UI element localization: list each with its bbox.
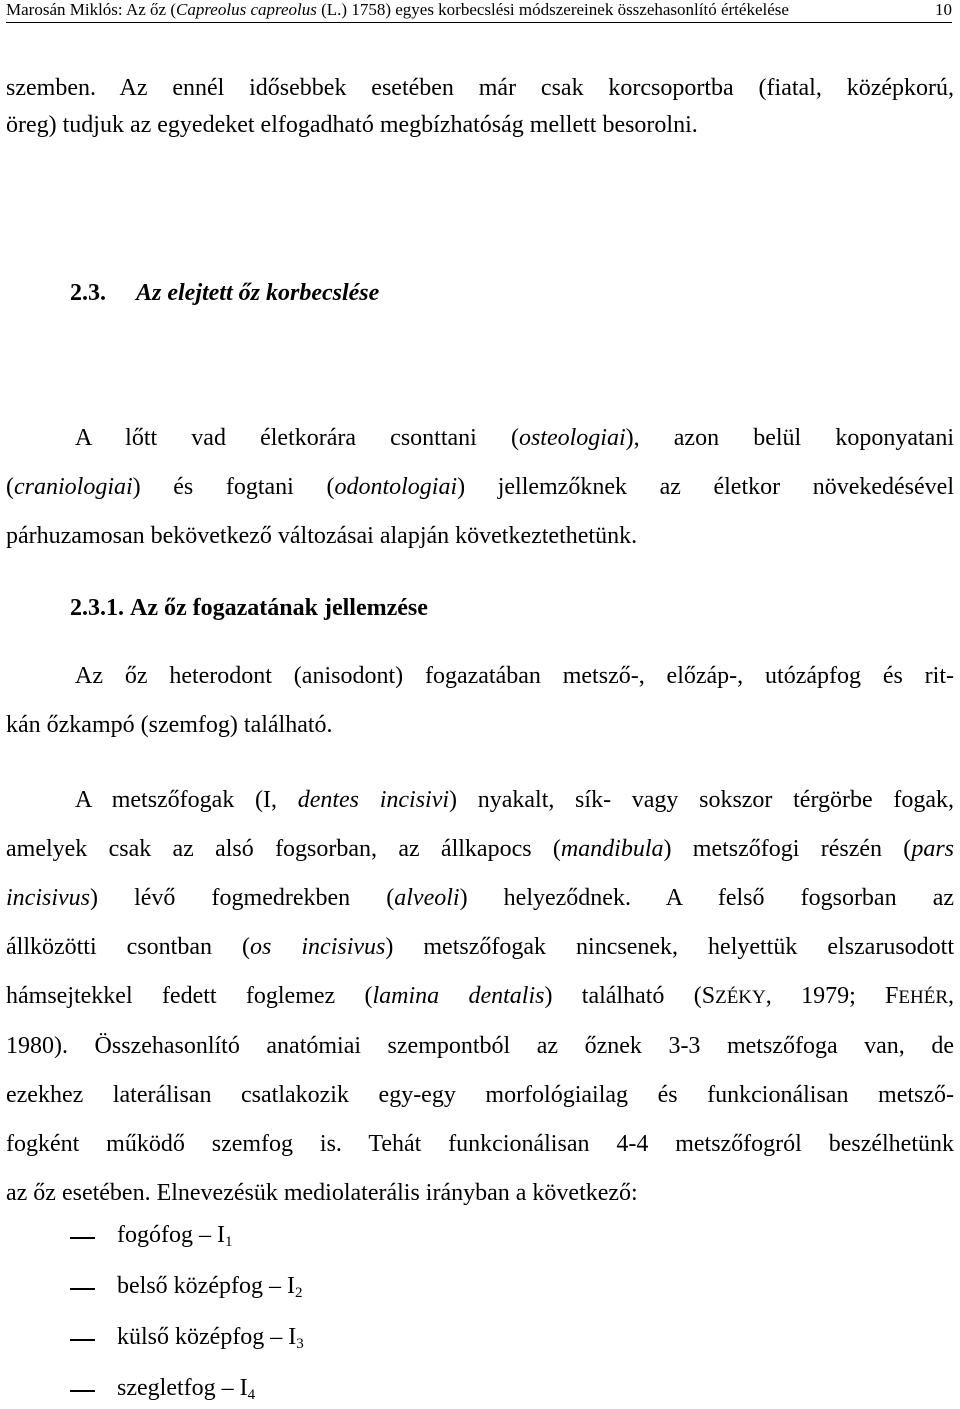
text-line: állközötti csontban (os incisivus) metszőfogak nincsenek, helyettük elszarusodott <box>6 934 955 960</box>
text-line: incisivus) lévő fogmedrekben (alveoli) helyeződnek. A felső fogsorban az <box>6 885 954 911</box>
text-line: az őz esetében. Elnevezésük mediolaterális irányban a következő: <box>6 1180 638 1206</box>
text-line: (craniologiai) és fogtani (odontologiai) jellemzőknek az életkor növekedésével <box>6 474 954 500</box>
text-line: fogként működő szemfog is. Tehát funkcionálisan 4-4 metszőfogról beszélhetünk <box>6 1131 954 1157</box>
text-line: amelyek csak az alsó fogsorban, az állkapocs (mandibula) metszőfogi részén (pars <box>6 836 954 862</box>
text-line: hámsejtekkel fedett foglemez (lamina dentalis) található (SZÉKY, 1979; FEHÉR, <box>6 983 955 1009</box>
running-header <box>6 0 952 24</box>
paragraph-incisors <box>6 776 954 1218</box>
intro-paragraph <box>6 70 954 144</box>
section-heading <box>70 276 770 310</box>
text-line: A lőtt vad életkorára csonttani (osteologiai), azon belül koponyatani <box>75 425 954 451</box>
section-title: Az elejtett őz korbecslése <box>136 280 380 306</box>
page-number: 10 <box>935 0 952 19</box>
text-line: A metszőfogak (I, dentes incisivi) nyakalt, sík- vagy sokszor térgörbe fogak, <box>75 787 954 813</box>
subsection-title: Az őz fogazatának jellemzése <box>130 595 428 621</box>
subsection-heading <box>70 591 770 625</box>
dash-bullet <box>70 1390 95 1392</box>
subsection-number: 2.3.1. <box>70 595 124 621</box>
dash-bullet <box>70 1288 95 1290</box>
text-line: szemben. Az ennél idősebbek esetében már csak korcsoportba (fiatal, középkorú, <box>6 75 954 101</box>
text-line: öreg) tudjuk az egyedeket elfogadható megbízhatóság mellett besorolni. <box>6 112 698 138</box>
dash-bullet <box>70 1339 95 1341</box>
paragraph-dentition <box>6 652 954 750</box>
text-line: Az őz heterodont (anisodont) fogazatában metsző-, előzáp-, utózápfog és rit- <box>75 663 954 689</box>
text-line: 1980). Összehasonlító anatómiai szempontból az őznek 3-3 metszőfoga van, de <box>6 1033 954 1059</box>
dash-bullet <box>70 1237 95 1239</box>
document-page: Marosán Miklós: Az őz (Capreolus capreolus (L.) 1758) egyes korbecslési módszereinek összehasonlító értékelése 10 szemben. Az ennél idősebbek esetében már csak korcsoportba (fiatal, középkorú, öreg) tudjuk az egyedeket elfogadható megbízhatóság mellett besorolni. 2.3. Az elejtett őz korbecslése A lőtt vad életkorára csonttani (osteologiai), azon belül koponyatani (craniologiai) és fogtani (odontologiai) jellemzőknek az életkor növekedésével párhuzamosan bekövetkező változásai alapján következtethetünk. 2.3.1. Az őz fogazatának jellemzése Az őz heterodont (anisodont) fogazatában metsző-, előzáp-, utózápfog és rit- kán őzkampó (szemfog) található. A metszőfogak (I, dentes incisivi) nyakalt, sík- vagy sokszor térgörbe fogak, amelyek csak az alsó fogsorban, az állkapocs (mandibula) metszőfogi részén (pars incisivus) lévő fogmedrekben (alveoli) helyeződnek. A felső fogsorban az állközötti csontban (os incisivus) metszőfogak nincsenek, helyettük elszarusodott hámsejtekkel fedett foglemez (lamina dentalis) található (SZÉKY, 1979; FEHÉR, 1980). Összehasonlító anatómiai szempontból az őznek 3-3 metszőfoga van, de ezekhez laterálisan csatlakozik egy-egy morfológiailag és funkcionálisan metsző- fogként működő szemfog is. Tehát funkcionálisan 4-4 metszőfogról beszélhetünk az őz esetében. Elnevezésük mediolaterális irányban a következő: fogófog – $I_1$ belső középfog – $I_2$ külső középfog – $I_3$ szegletfog – $I_4$ <box>6 0 955 1403</box>
section-number: 2.3. <box>70 280 106 306</box>
text-line: párhuzamosan bekövetkező változásai alapján következtethetünk. <box>6 523 638 549</box>
text-line: kán őzkampó (szemfog) található. <box>6 712 333 738</box>
text-line: ezekhez laterálisan csatlakozik egy-egy morfológiailag és funkcionálisan metsző- <box>6 1082 954 1108</box>
paragraph-osteology <box>6 414 954 561</box>
header-rule <box>6 22 952 23</box>
header-text: Marosán Miklós: Az őz (Capreolus capreolus (L.) 1758) egyes korbecslési módszereinek összehasonlító értékelése <box>6 0 789 19</box>
